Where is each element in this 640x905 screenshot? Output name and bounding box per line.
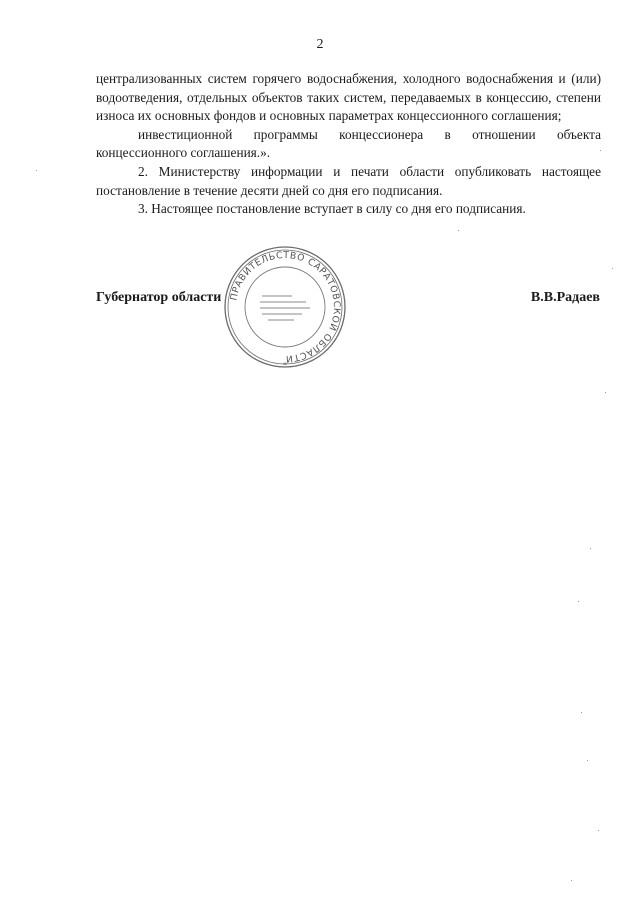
scan-speck [605,392,606,393]
scan-speck [581,712,582,713]
scan-speck [571,880,572,881]
scan-speck [590,548,591,549]
scan-speck [36,170,37,171]
scan-speck [578,601,579,602]
svg-text:*: * [283,361,287,370]
paragraph-investment-program: инвестиционной программы концессионера в отношении объекта концессионного соглашения.». [96,126,601,161]
signature-title: Губернатор области [96,290,222,305]
paragraph-effective-date: 3. Настоящее постановление вступает в силу со дня его подписания. [138,201,526,217]
scan-speck [458,230,459,231]
scan-speck [600,150,601,151]
paragraph-systems: централизованных систем горячего водоснабжения, холодного водоснабжения и (или) водоотведения, отдельных объектов таких систем, передаваемых в концессию, степени износа их основных фондов и основных параметрах концессионного соглашения; [96,71,601,124]
page-number: 2 [316,37,324,52]
scan-speck [612,268,613,269]
official-seal-stamp [222,244,348,370]
scan-speck [587,760,588,761]
document-body [96,70,601,219]
signature-name: В.В.Радаев [530,290,600,305]
svg-text:ПРАВИТЕЛЬСТВО САРАТОВСКОЙ ОБЛА: ПРАВИТЕЛЬСТВО САРАТОВСКОЙ ОБЛАСТИ [228,249,343,365]
paragraph-publication-order: 2. Министерству информации и печати области опубликовать настоящее постановление в течение десяти дней со дня его подписания. [96,163,601,198]
scan-speck [598,830,599,831]
